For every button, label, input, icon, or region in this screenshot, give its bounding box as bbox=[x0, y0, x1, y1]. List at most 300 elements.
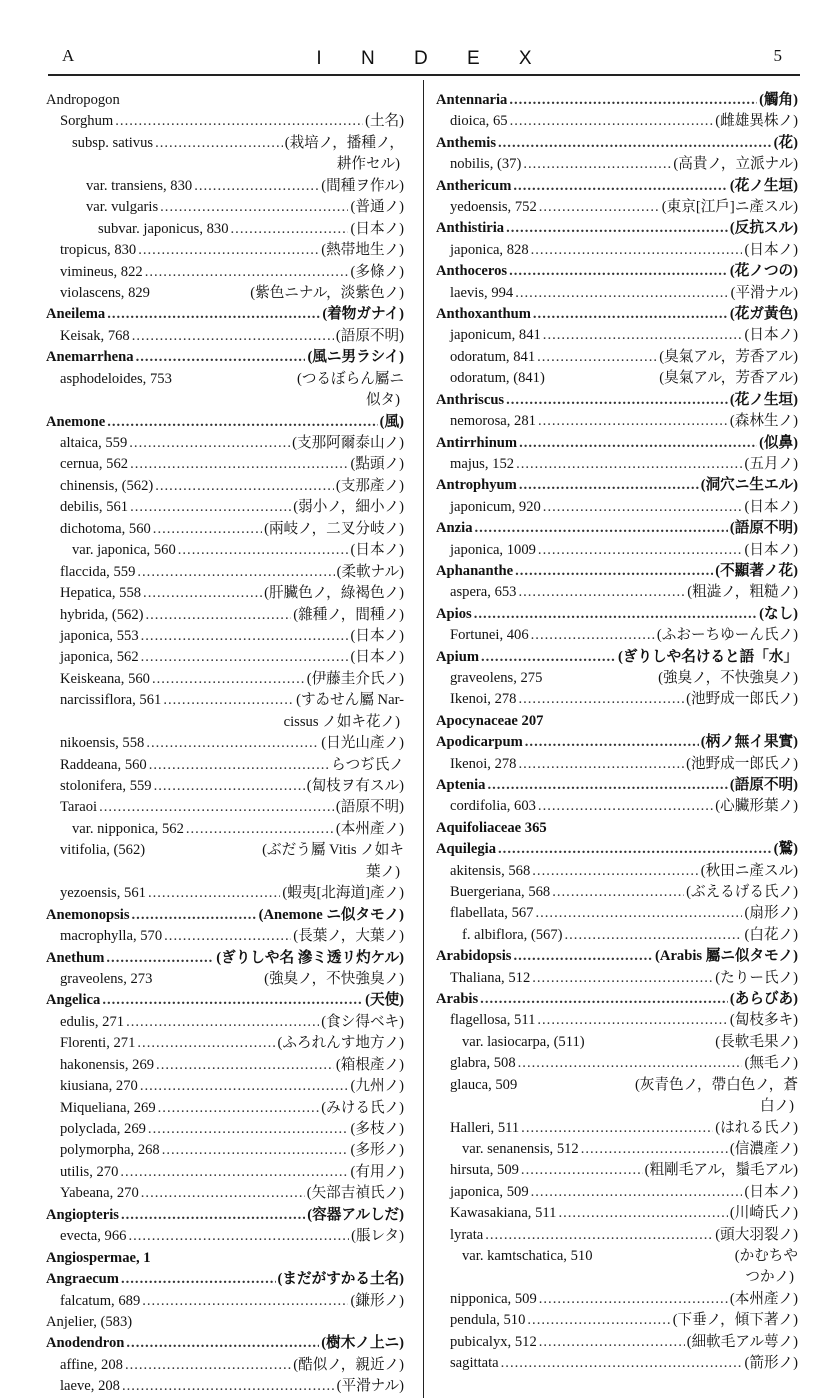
index-entry-genus bbox=[46, 948, 404, 969]
entry-name: chinensis, (562) bbox=[60, 477, 154, 494]
entry-gloss: (粗澁ノ，粗糙ノ) bbox=[687, 584, 798, 601]
entry-name: Angiospermae, 1 bbox=[46, 1249, 151, 1266]
leader-dots bbox=[158, 1098, 320, 1119]
leader-dots bbox=[532, 861, 698, 882]
entry-gloss: (たりー氏ノ) bbox=[715, 969, 798, 986]
leader-dots bbox=[519, 433, 757, 454]
index-entry bbox=[46, 540, 404, 561]
index-entry-genus bbox=[436, 218, 798, 239]
index-entry-continuation bbox=[436, 1096, 798, 1117]
index-entry-genus bbox=[436, 261, 798, 282]
leader-dots bbox=[148, 883, 280, 904]
entry-name: glabra, 508 bbox=[450, 1055, 516, 1072]
entry-name: Sorghum bbox=[60, 113, 114, 130]
entry-gloss: (日本ノ) bbox=[350, 627, 404, 644]
leader-dots bbox=[154, 776, 305, 797]
leader-dots bbox=[155, 476, 334, 497]
index-entry-genus bbox=[46, 1248, 404, 1269]
index-entry bbox=[436, 1203, 798, 1224]
leader-dots bbox=[160, 197, 348, 218]
entry-gloss: (矢部吉禎氏ノ) bbox=[306, 1185, 404, 1202]
index-entry-genus bbox=[436, 304, 798, 325]
leader-dots bbox=[136, 347, 306, 368]
leader-dots bbox=[140, 1076, 349, 1097]
entry-name: utilis, 270 bbox=[60, 1163, 119, 1180]
index-entry bbox=[46, 1033, 404, 1054]
leader-dots bbox=[506, 218, 728, 239]
leader-dots bbox=[162, 1140, 349, 1161]
entry-gloss: (反抗スル) bbox=[729, 220, 798, 237]
leader-dots bbox=[527, 1310, 670, 1331]
entry-gloss: (紫色ニナル，淡紫色ノ) bbox=[250, 284, 404, 301]
entry-gloss: (日本ノ) bbox=[744, 1183, 798, 1200]
leader-dots bbox=[107, 412, 377, 433]
leader-dots bbox=[125, 1355, 291, 1376]
entry-name: Anzia bbox=[436, 520, 473, 537]
entry-gloss: (日光山產ノ) bbox=[321, 735, 404, 752]
entry-name: nikoensis, 558 bbox=[60, 735, 145, 752]
index-column-left bbox=[46, 90, 404, 1398]
index-entry-continuation bbox=[46, 154, 404, 175]
entry-gloss: (川崎氏ノ) bbox=[729, 1205, 798, 1222]
entry-gloss: (酷似ノ，親近ノ) bbox=[293, 1356, 404, 1373]
leader-dots bbox=[558, 1203, 727, 1224]
entry-gloss: (着物ガナイ) bbox=[322, 306, 404, 323]
entry-gloss: (多形ノ) bbox=[350, 1142, 404, 1159]
index-entry bbox=[46, 1012, 404, 1033]
entry-name: Taraoi bbox=[60, 799, 98, 816]
entry-gloss: (長葉ノ，大葉ノ) bbox=[293, 928, 404, 945]
leader-dots bbox=[539, 1332, 685, 1353]
header-rule bbox=[48, 74, 800, 76]
entry-gloss: (池野成一郎氏ノ) bbox=[686, 691, 798, 708]
leader-dots bbox=[155, 133, 283, 154]
entry-name: Aptenia bbox=[436, 777, 486, 793]
entry-name: Apium bbox=[436, 648, 479, 665]
entry-name: japonica, 553 bbox=[60, 627, 139, 644]
leader-dots bbox=[518, 754, 684, 775]
entry-name: lyrata bbox=[450, 1226, 484, 1243]
entry-name: Ikenoi, 278 bbox=[450, 691, 517, 708]
entry-name: Fortunei, 406 bbox=[450, 627, 529, 644]
leader-dots bbox=[146, 605, 292, 626]
index-entry-genus bbox=[436, 390, 798, 411]
leader-dots bbox=[533, 304, 728, 325]
leader-dots bbox=[474, 518, 727, 539]
entry-name: japonica, 1009 bbox=[450, 541, 536, 558]
entry-name: yezoensis, 561 bbox=[60, 885, 146, 902]
entry-gloss: (臭氣アル，芳香アル) bbox=[659, 370, 798, 387]
leader-dots bbox=[543, 325, 743, 346]
index-entry bbox=[436, 497, 798, 518]
index-entry bbox=[436, 625, 798, 646]
entry-gloss: 似タ) bbox=[365, 392, 400, 409]
section-letter: A bbox=[62, 46, 75, 65]
index-entry bbox=[46, 1055, 404, 1076]
index-entry-genus bbox=[436, 433, 798, 454]
leader-dots bbox=[138, 240, 319, 261]
entry-gloss: (語原不明) bbox=[729, 520, 798, 537]
index-entry bbox=[436, 968, 798, 989]
entry-name: polyclada, 269 bbox=[60, 1121, 146, 1137]
leader-dots bbox=[513, 946, 653, 967]
entry-name: Thaliana, 512 bbox=[450, 969, 531, 986]
leader-dots bbox=[145, 262, 349, 283]
entry-name: Aquifoliaceae 365 bbox=[436, 819, 547, 836]
index-entry-continuation bbox=[46, 712, 404, 733]
entry-gloss: (多條ノ) bbox=[350, 263, 404, 280]
index-entry bbox=[46, 626, 404, 647]
entry-name: Miqueliana, 269 bbox=[60, 1099, 156, 1116]
leader-dots bbox=[122, 1376, 335, 1397]
entry-name: Antrophyum bbox=[436, 477, 517, 494]
entry-name: Apocynaceae 207 bbox=[436, 712, 544, 729]
entry-name: japonica, 509 bbox=[450, 1183, 529, 1200]
leader-dots bbox=[129, 433, 290, 454]
entry-gloss: (細軟毛アル萼ノ) bbox=[686, 1333, 798, 1350]
index-entry bbox=[436, 689, 798, 710]
leader-dots bbox=[485, 1225, 713, 1246]
entry-gloss: (Anemone ニ似タモノ) bbox=[258, 906, 404, 923]
entry-name: Antennaria bbox=[436, 92, 508, 108]
leader-dots bbox=[102, 990, 363, 1011]
index-entry bbox=[46, 926, 404, 947]
index-entry bbox=[46, 1183, 404, 1204]
entry-name: violascens, 829 bbox=[60, 284, 150, 301]
entry-gloss: (ふろれんす地方ノ) bbox=[277, 1035, 404, 1052]
entry-name: glauca, 509 bbox=[450, 1076, 518, 1093]
index-entry-genus bbox=[436, 518, 798, 539]
index-entry bbox=[436, 1160, 798, 1181]
leader-dots bbox=[142, 1291, 348, 1312]
index-entry bbox=[436, 1032, 798, 1053]
entry-name: Keiskeana, 560 bbox=[60, 670, 150, 687]
entry-gloss: (不顯著ノ花) bbox=[715, 562, 798, 579]
index-entry-genus bbox=[46, 1269, 404, 1290]
leader-dots bbox=[152, 669, 305, 690]
index-entry bbox=[46, 969, 404, 990]
index-entry bbox=[46, 240, 404, 261]
index-entry bbox=[436, 540, 798, 561]
entry-name: Anthericum bbox=[436, 177, 512, 194]
entry-gloss: (粗剛毛アル，鬚毛アル) bbox=[644, 1162, 798, 1179]
leader-dots bbox=[141, 626, 349, 647]
index-entry bbox=[436, 368, 798, 389]
leader-dots bbox=[115, 111, 363, 132]
entry-name: nemorosa, 281 bbox=[450, 413, 536, 430]
leader-dots bbox=[121, 1269, 276, 1290]
entry-gloss: (日本ノ) bbox=[744, 541, 798, 558]
index-entry bbox=[436, 347, 798, 368]
entry-gloss: (強臭ノ，不快強臭ノ) bbox=[264, 970, 404, 987]
entry-gloss: (長軟毛果ノ) bbox=[715, 1033, 798, 1050]
index-entry-genus bbox=[436, 133, 798, 154]
entry-gloss: (脹レタ) bbox=[351, 1228, 404, 1245]
entry-gloss: (灰青色ノ，帶白色ノ，蒼 bbox=[634, 1076, 798, 1093]
entry-name: nobilis, (37) bbox=[450, 156, 522, 173]
index-entry-continuation bbox=[46, 390, 404, 411]
page-number: 5 bbox=[773, 46, 782, 65]
entry-name: var. japonica, 560 bbox=[72, 542, 176, 559]
leader-dots bbox=[231, 219, 349, 240]
leader-dots bbox=[538, 411, 728, 432]
index-entry bbox=[436, 283, 798, 304]
leader-dots bbox=[518, 582, 685, 603]
entry-gloss: (みける氏ノ) bbox=[321, 1099, 404, 1116]
leader-dots bbox=[581, 1139, 728, 1160]
leader-dots bbox=[515, 561, 713, 582]
entry-name: Aphananthe bbox=[436, 562, 514, 579]
entry-name: f. albiflora, (567) bbox=[462, 926, 563, 943]
leader-dots bbox=[480, 989, 728, 1010]
entry-name: Angelica bbox=[46, 992, 101, 1009]
entry-gloss: (花ガ黃色) bbox=[729, 306, 798, 323]
leader-dots bbox=[163, 690, 294, 711]
index-entry bbox=[436, 754, 798, 775]
leader-dots bbox=[146, 733, 319, 754]
entry-name: Florenti, 271 bbox=[60, 1035, 136, 1052]
index-entry-genus bbox=[46, 412, 404, 433]
entry-gloss: (普通ノ) bbox=[350, 199, 404, 216]
entry-gloss: (雜種ノ，間種ノ) bbox=[293, 606, 404, 623]
index-entry bbox=[436, 1010, 798, 1031]
index-entry bbox=[46, 1355, 404, 1376]
entry-name: japonicum, 841 bbox=[450, 327, 541, 344]
index-entry bbox=[436, 454, 798, 475]
leader-dots bbox=[552, 882, 684, 903]
entry-name: akitensis, 568 bbox=[450, 862, 531, 879]
index-entry-genus bbox=[436, 989, 798, 1010]
index-entry-genus bbox=[436, 818, 798, 839]
index-entry bbox=[46, 1291, 404, 1312]
entry-name: cordifolia, 603 bbox=[450, 798, 536, 815]
index-entry bbox=[46, 197, 404, 218]
index-entry bbox=[46, 133, 404, 154]
index-entry bbox=[436, 1075, 798, 1096]
entry-gloss: (觸角) bbox=[759, 92, 798, 108]
index-entry-genus bbox=[46, 990, 404, 1011]
leader-dots bbox=[509, 261, 728, 282]
index-entry bbox=[46, 454, 404, 475]
entry-name: pubicalyx, 512 bbox=[450, 1333, 537, 1350]
entry-gloss: (無毛ノ) bbox=[744, 1055, 798, 1072]
leader-dots bbox=[509, 90, 757, 111]
index-entry bbox=[46, 497, 404, 518]
entry-name: Anethum bbox=[46, 949, 105, 966]
entry-gloss: (日本ノ) bbox=[744, 498, 798, 515]
index-entry bbox=[436, 903, 798, 924]
entry-gloss: (風) bbox=[379, 413, 404, 430]
index-entry bbox=[46, 90, 404, 111]
index-entry bbox=[46, 433, 404, 454]
leader-dots bbox=[519, 475, 699, 496]
leader-dots bbox=[481, 647, 616, 668]
entry-gloss: (有用ノ) bbox=[350, 1163, 404, 1180]
leader-dots bbox=[515, 283, 728, 304]
entry-name: macrophylla, 570 bbox=[60, 928, 163, 945]
index-entry bbox=[46, 1140, 404, 1161]
index-entry-genus bbox=[436, 946, 798, 967]
entry-gloss: (土名) bbox=[365, 113, 404, 130]
entry-name: Anjelier, (583) bbox=[46, 1313, 133, 1330]
leader-dots bbox=[137, 562, 334, 583]
index-entry bbox=[436, 411, 798, 432]
index-entry-genus bbox=[436, 604, 798, 625]
leader-dots bbox=[121, 1205, 305, 1226]
index-entry bbox=[46, 111, 404, 132]
entry-name: Angiopteris bbox=[46, 1206, 119, 1223]
leader-dots bbox=[164, 926, 291, 947]
entry-gloss: (あらびあ) bbox=[729, 991, 798, 1008]
index-entry bbox=[46, 583, 404, 604]
leader-dots bbox=[137, 1033, 275, 1054]
entry-name: hakonensis, 269 bbox=[60, 1056, 155, 1073]
entry-name: Halleri, 511 bbox=[450, 1119, 520, 1136]
leader-dots bbox=[537, 1010, 728, 1031]
entry-name: polymorpha, 268 bbox=[60, 1142, 160, 1159]
entry-name: Antirrhinum bbox=[436, 434, 518, 451]
leader-dots bbox=[126, 1012, 319, 1033]
index-entry-genus bbox=[46, 905, 404, 926]
entry-name: pendula, 510 bbox=[450, 1312, 526, 1329]
entry-name: subsp. sativus bbox=[72, 134, 154, 151]
leader-dots bbox=[474, 604, 757, 625]
index-entry bbox=[436, 861, 798, 882]
entry-gloss: (間種ヲ作ル) bbox=[321, 177, 404, 194]
entry-name: vitifolia, (562) bbox=[60, 842, 146, 859]
entry-name: Apodicarpum bbox=[436, 734, 523, 751]
index-entry bbox=[46, 669, 404, 690]
entry-gloss: (秋田ニ產スル) bbox=[700, 862, 798, 879]
entry-name: flagellosa, 511 bbox=[450, 1012, 536, 1029]
index-entry-genus bbox=[436, 839, 798, 860]
entry-gloss: (日本ノ) bbox=[350, 220, 404, 237]
entry-gloss: (強臭ノ，不快強臭ノ) bbox=[658, 669, 798, 686]
entry-gloss: (九州ノ) bbox=[350, 1078, 404, 1095]
index-entry bbox=[436, 111, 798, 132]
entry-gloss: (まだがすかる土名) bbox=[277, 1271, 404, 1288]
leader-dots bbox=[539, 197, 660, 218]
entry-gloss: (ぎりしや名けると語「水」 bbox=[618, 648, 798, 665]
leader-dots bbox=[178, 540, 349, 561]
index-entry bbox=[46, 1226, 404, 1247]
entry-name: sagittata bbox=[450, 1354, 499, 1371]
entry-name: narcissiflora, 561 bbox=[60, 692, 162, 709]
entry-gloss: (臭氣アル，芳香アル) bbox=[659, 348, 798, 365]
entry-name: subvar. japonicus, 830 bbox=[98, 220, 229, 237]
index-entry bbox=[436, 325, 798, 346]
entry-name: flaccida, 559 bbox=[60, 563, 136, 580]
index-entry-genus bbox=[46, 1205, 404, 1226]
entry-gloss: cissus ノ如キ花ノ) bbox=[283, 713, 400, 730]
entry-name: laevis, 994 bbox=[450, 284, 514, 301]
entry-gloss: (東京[江戶]ニ產スル) bbox=[661, 199, 798, 216]
index-entry bbox=[46, 840, 404, 861]
entry-name: debilis, 561 bbox=[60, 499, 129, 516]
entry-name: flabellata, 567 bbox=[450, 905, 534, 922]
leader-dots bbox=[521, 1118, 713, 1139]
leader-dots bbox=[525, 732, 699, 753]
entry-name: affine, 208 bbox=[60, 1356, 123, 1373]
entry-gloss: (下垂ノ，傾下著ノ) bbox=[672, 1312, 798, 1329]
entry-name: Anthemis bbox=[436, 134, 496, 151]
leader-dots bbox=[498, 133, 772, 154]
index-entry-genus bbox=[436, 647, 798, 668]
index-entry-genus bbox=[436, 176, 798, 197]
entry-gloss: (ふおーちゆーん氏ノ) bbox=[656, 627, 798, 644]
entry-gloss: (柄ノ無イ果實) bbox=[700, 734, 798, 751]
index-entry-genus bbox=[46, 1333, 404, 1354]
entry-gloss: (兩岐ノ，二叉分岐ノ) bbox=[264, 520, 404, 537]
index-entry-genus bbox=[436, 561, 798, 582]
leader-dots bbox=[510, 111, 714, 132]
entry-gloss: (柔軟ナル) bbox=[336, 563, 404, 580]
index-entry bbox=[436, 197, 798, 218]
index-entry bbox=[46, 326, 404, 347]
leader-dots bbox=[130, 454, 348, 475]
entry-name: Anemone bbox=[46, 413, 106, 430]
leader-dots bbox=[539, 1289, 728, 1310]
entry-name: dichotoma, 560 bbox=[60, 520, 151, 537]
leader-dots bbox=[143, 583, 262, 604]
entry-gloss: (森林生ノ) bbox=[729, 413, 798, 430]
entry-gloss: (信濃產ノ) bbox=[729, 1140, 798, 1157]
leader-dots bbox=[518, 689, 684, 710]
leader-dots bbox=[141, 647, 349, 668]
entry-gloss: (箱根產ノ) bbox=[335, 1056, 404, 1073]
index-entry bbox=[436, 1139, 798, 1160]
entry-gloss: (弱小ノ，細小ノ) bbox=[293, 499, 404, 516]
entry-gloss: (つるぼらん屬ニ bbox=[296, 370, 404, 387]
entry-name: var. lasiocarpa, (511) bbox=[462, 1033, 585, 1050]
entry-name: Buergeriana, 568 bbox=[450, 884, 551, 901]
entry-name: graveolens, 273 bbox=[60, 970, 153, 987]
leader-dots bbox=[516, 454, 742, 475]
entry-name: Anemarrhena bbox=[46, 349, 134, 366]
leader-dots bbox=[518, 1053, 743, 1074]
entry-name: altaica, 559 bbox=[60, 435, 128, 451]
leader-dots bbox=[107, 304, 320, 325]
column-divider bbox=[423, 80, 424, 1398]
entry-name: Anthriscus bbox=[436, 391, 505, 408]
entry-gloss: (本州產ノ) bbox=[335, 820, 404, 837]
index-entry bbox=[436, 1246, 798, 1267]
entry-name: japonica, 828 bbox=[450, 241, 529, 258]
index-entry bbox=[436, 1353, 798, 1374]
entry-gloss: 葉ノ) bbox=[365, 863, 400, 880]
index-entry bbox=[436, 240, 798, 261]
entry-name: evecta, 966 bbox=[60, 1228, 127, 1245]
entry-name: Anthistiria bbox=[436, 220, 505, 237]
entry-name: falcatum, 689 bbox=[60, 1292, 141, 1309]
leader-dots bbox=[501, 1353, 743, 1374]
entry-name: graveolens, 275 bbox=[450, 669, 543, 686]
index-entry bbox=[46, 176, 404, 197]
entry-name: hirsuta, 509 bbox=[450, 1162, 519, 1179]
leader-dots bbox=[537, 347, 657, 368]
entry-name: vimineus, 822 bbox=[60, 263, 143, 280]
entry-gloss: (日本ノ) bbox=[744, 327, 798, 344]
index-entry bbox=[436, 882, 798, 903]
index-entry-genus bbox=[436, 711, 798, 732]
entry-gloss: (高貴ノ，立派ナル) bbox=[673, 156, 798, 173]
entry-name: Kawasakiana, 511 bbox=[450, 1205, 557, 1222]
index-entry bbox=[46, 1098, 404, 1119]
leader-dots bbox=[128, 1226, 349, 1247]
entry-name: asphodeloides, 753 bbox=[60, 370, 172, 387]
entry-name: Anthoxanthum bbox=[436, 306, 531, 323]
index-entry bbox=[46, 797, 404, 818]
